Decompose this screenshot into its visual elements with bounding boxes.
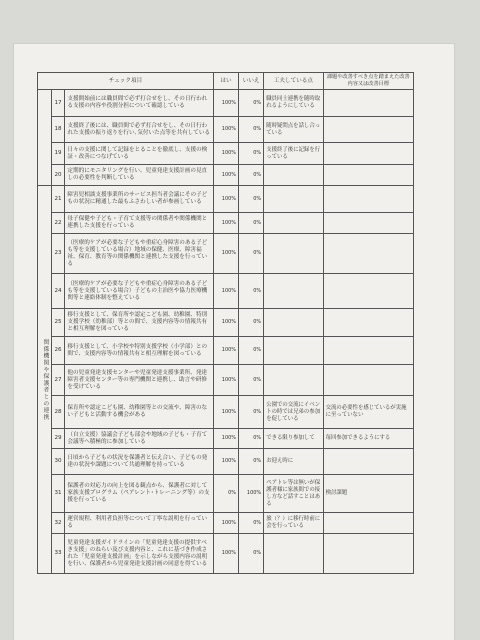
table-header <box>38 73 414 90</box>
row-effort: 旅（？）に移行時前に会を行っている <box>264 513 323 534</box>
row-effort <box>264 234 323 274</box>
row-yes-percent: 100% <box>213 213 238 234</box>
row-effort: できる限り参加して <box>264 429 323 449</box>
header-issues: 課題や改善すべき点を踏まえた改善内容又は改善目標 <box>323 73 413 90</box>
row-yes-percent: 0% <box>213 475 238 513</box>
row-no-percent: 0% <box>239 337 264 365</box>
row-yes-percent: 100% <box>213 117 238 143</box>
row-check-item: 保護者の対応力の向上を図る観点から、保護者に対して家族支援プログラム（ペアレント･トレーニング等）の支援を行っている <box>65 475 214 513</box>
row-effort: 随時疑問点を話し合っている <box>264 117 323 143</box>
row-no-percent: 0% <box>239 365 264 396</box>
row-yes-percent: 100% <box>213 274 238 309</box>
row-issue <box>323 117 413 143</box>
row-issue <box>323 234 413 274</box>
table-row <box>38 117 414 143</box>
row-check-item: 児童発達支援ガイドラインの「児童発達支援の提供すべき支援」のねらい及び支援内容と、これに基づき作成された「児童発達支援計画」を示しながら支援内容の説明を行い、保護者から児童発達支援計画の同意を得ている <box>65 534 214 574</box>
row-number: 20 <box>51 165 65 186</box>
row-issue <box>323 449 413 475</box>
row-effort <box>264 309 323 337</box>
row-check-item: 他の児童発達支援センターや児童発達支援事業所、発達障害者支援センター等の専門機関と連携し、助言や研修を受けている <box>65 365 214 396</box>
row-effort: 職員同士連携を随時取れるようにしている <box>264 90 323 117</box>
row-number: 22 <box>51 213 65 234</box>
row-yes-percent: 100% <box>213 365 238 396</box>
row-no-percent: 0% <box>239 513 264 534</box>
row-issue: 検討課題 <box>323 475 413 513</box>
table-row <box>38 513 414 534</box>
row-number: 23 <box>51 234 65 274</box>
row-no-percent: 0% <box>239 309 264 337</box>
table-row <box>38 213 414 234</box>
row-number: 33 <box>51 534 65 574</box>
row-yes-percent: 100% <box>213 396 238 429</box>
header-blank-row <box>38 64 414 73</box>
row-effort <box>264 274 323 309</box>
row-issue <box>323 90 413 117</box>
table-row <box>38 449 414 475</box>
document-page <box>14 44 454 640</box>
table-row <box>38 309 414 337</box>
row-check-item: 日頃から子どもの状況を保護者と伝え合い、子どもの発達の状況や課題について共通理解を持っている <box>65 449 214 475</box>
table-row <box>38 186 414 213</box>
row-yes-percent: 100% <box>213 513 238 534</box>
row-check-item: 運営規程、利用者負担等について丁寧な説明を行っている <box>65 513 214 534</box>
row-no-percent: 0% <box>239 274 264 309</box>
header-yes: はい <box>213 73 238 90</box>
row-issue <box>323 534 413 574</box>
row-effort <box>264 337 323 365</box>
row-number: 26 <box>51 337 65 365</box>
row-number: 18 <box>51 117 65 143</box>
table-row <box>38 337 414 365</box>
header-check-item: チェック項目 <box>38 73 214 90</box>
row-effort <box>264 365 323 396</box>
row-number: 28 <box>51 396 65 429</box>
row-number: 17 <box>51 90 65 117</box>
row-check-item: 保育所や認定こども園、幼稚園等との交流や、障害のない子どもと活動する機会がある <box>65 396 214 429</box>
row-yes-percent: 100% <box>213 337 238 365</box>
row-issue <box>323 143 413 165</box>
table-row <box>38 274 414 309</box>
row-effort: ペアトレ等は無いが保護者様に家族間での接し方など話すことはある <box>264 475 323 513</box>
category-label: 関係機関や保護者との連携 <box>38 186 52 574</box>
row-number: 30 <box>51 449 65 475</box>
row-issue <box>323 513 413 534</box>
row-check-item: 移行支援として、小学校や特別支援学校（小学部）との間で、支援内容等の情報共有と相互理解を図っている <box>65 337 214 365</box>
row-yes-percent: 100% <box>213 429 238 449</box>
row-issue <box>323 213 413 234</box>
row-no-percent: 0% <box>239 165 264 186</box>
row-issue: 交流の必要性を感じているが実施に至っていない <box>323 396 413 429</box>
table-row <box>38 396 414 429</box>
row-number: 24 <box>51 274 65 309</box>
row-number: 29 <box>51 429 65 449</box>
row-no-percent: 0% <box>239 449 264 475</box>
table-row <box>38 475 414 513</box>
row-check-item: 障害児相談支援事業所のサービス担当者会議にその子どもの状況に精通した最もふさわしい者が参画している <box>65 186 214 213</box>
row-number: 32 <box>51 513 65 534</box>
row-no-percent: 0% <box>239 534 264 574</box>
row-issue <box>323 309 413 337</box>
row-check-item: 支援開始前には職員間で必ず打合せをし、その日行われる支援の内容や役割分担について確認している <box>65 90 214 117</box>
header-no: いいえ <box>239 73 264 90</box>
row-number: 27 <box>51 365 65 396</box>
table-row <box>38 429 414 449</box>
row-yes-percent: 100% <box>213 143 238 165</box>
table-row <box>38 534 414 574</box>
row-issue <box>323 186 413 213</box>
row-check-item: 支援終了後には、職員間で必ず打合せをし、その日行われた支援の振り返りを行い､気付いた点等を共有している <box>65 117 214 143</box>
row-yes-percent: 100% <box>213 186 238 213</box>
row-number: 31 <box>51 475 65 513</box>
row-effort <box>264 186 323 213</box>
table-row <box>38 90 414 117</box>
row-no-percent: 0% <box>239 117 264 143</box>
row-issue <box>323 165 413 186</box>
row-effort: お迎え時に <box>264 449 323 475</box>
row-effort <box>264 534 323 574</box>
row-number: 21 <box>51 186 65 213</box>
row-effort: 支援終了後に記録を行っている <box>264 143 323 165</box>
row-no-percent: 0% <box>239 234 264 274</box>
row-check-item: （自立支援）協議会子ども部会や地域の子ども・子育て会議等へ積極的に参加している <box>65 429 214 449</box>
row-effort <box>264 213 323 234</box>
row-yes-percent: 100% <box>213 449 238 475</box>
row-check-item: 母子保健や子ども・子育て支援等の関係者や関係機関と連携した支援を行っている <box>65 213 214 234</box>
row-no-percent: 0% <box>239 143 264 165</box>
row-effort: 公園での交流にイベントの時では兄弟の参加を促している <box>264 396 323 429</box>
row-issue <box>323 274 413 309</box>
row-no-percent: 0% <box>239 90 264 117</box>
row-no-percent: 0% <box>239 186 264 213</box>
row-check-item: （医療的ケアが必要な子どもや重症心身障害のある子ども等を支援している場合）子どもの主治医や協力医療機関等と連絡体制を整えている <box>65 274 214 309</box>
row-no-percent: 0% <box>239 396 264 429</box>
header-effort: 工夫している点 <box>264 73 323 90</box>
row-issue: 毎回参加できるようにする <box>323 429 413 449</box>
table-row <box>38 143 414 165</box>
row-check-item: （医療的ケアが必要な子どもや重症心身障害のある子ども等を支援している場合）地域の保健、医療、障害福祉、保育、教育等の関係機関と連携した支援を行っている <box>65 234 214 274</box>
row-yes-percent: 100% <box>213 90 238 117</box>
row-number: 19 <box>51 143 65 165</box>
table-row <box>38 165 414 186</box>
row-yes-percent: 100% <box>213 234 238 274</box>
row-no-percent: 0% <box>239 213 264 234</box>
table-row <box>38 365 414 396</box>
row-no-percent: 0% <box>239 429 264 449</box>
category-cell-empty <box>38 90 52 186</box>
checklist-table <box>37 64 414 574</box>
row-no-percent: 100% <box>239 475 264 513</box>
row-yes-percent: 100% <box>213 534 238 574</box>
row-issue <box>323 337 413 365</box>
row-number: 25 <box>51 309 65 337</box>
row-check-item: 定期的にモニタリングを行い、児童発達支援計画の見直しの必要性を判断している <box>65 165 214 186</box>
row-yes-percent: 100% <box>213 165 238 186</box>
row-check-item: 日々の支援に関して記録をとることを徹底し、支援の検証・改善につなげている <box>65 143 214 165</box>
row-issue <box>323 365 413 396</box>
row-check-item: 移行支援として、保育所や認定こども園、幼稚園、特別支援学校（幼稚部）等との間で、支援内容等の情報共有と相互理解を図っている <box>65 309 214 337</box>
row-effort <box>264 165 323 186</box>
row-yes-percent: 100% <box>213 309 238 337</box>
table-row <box>38 234 414 274</box>
